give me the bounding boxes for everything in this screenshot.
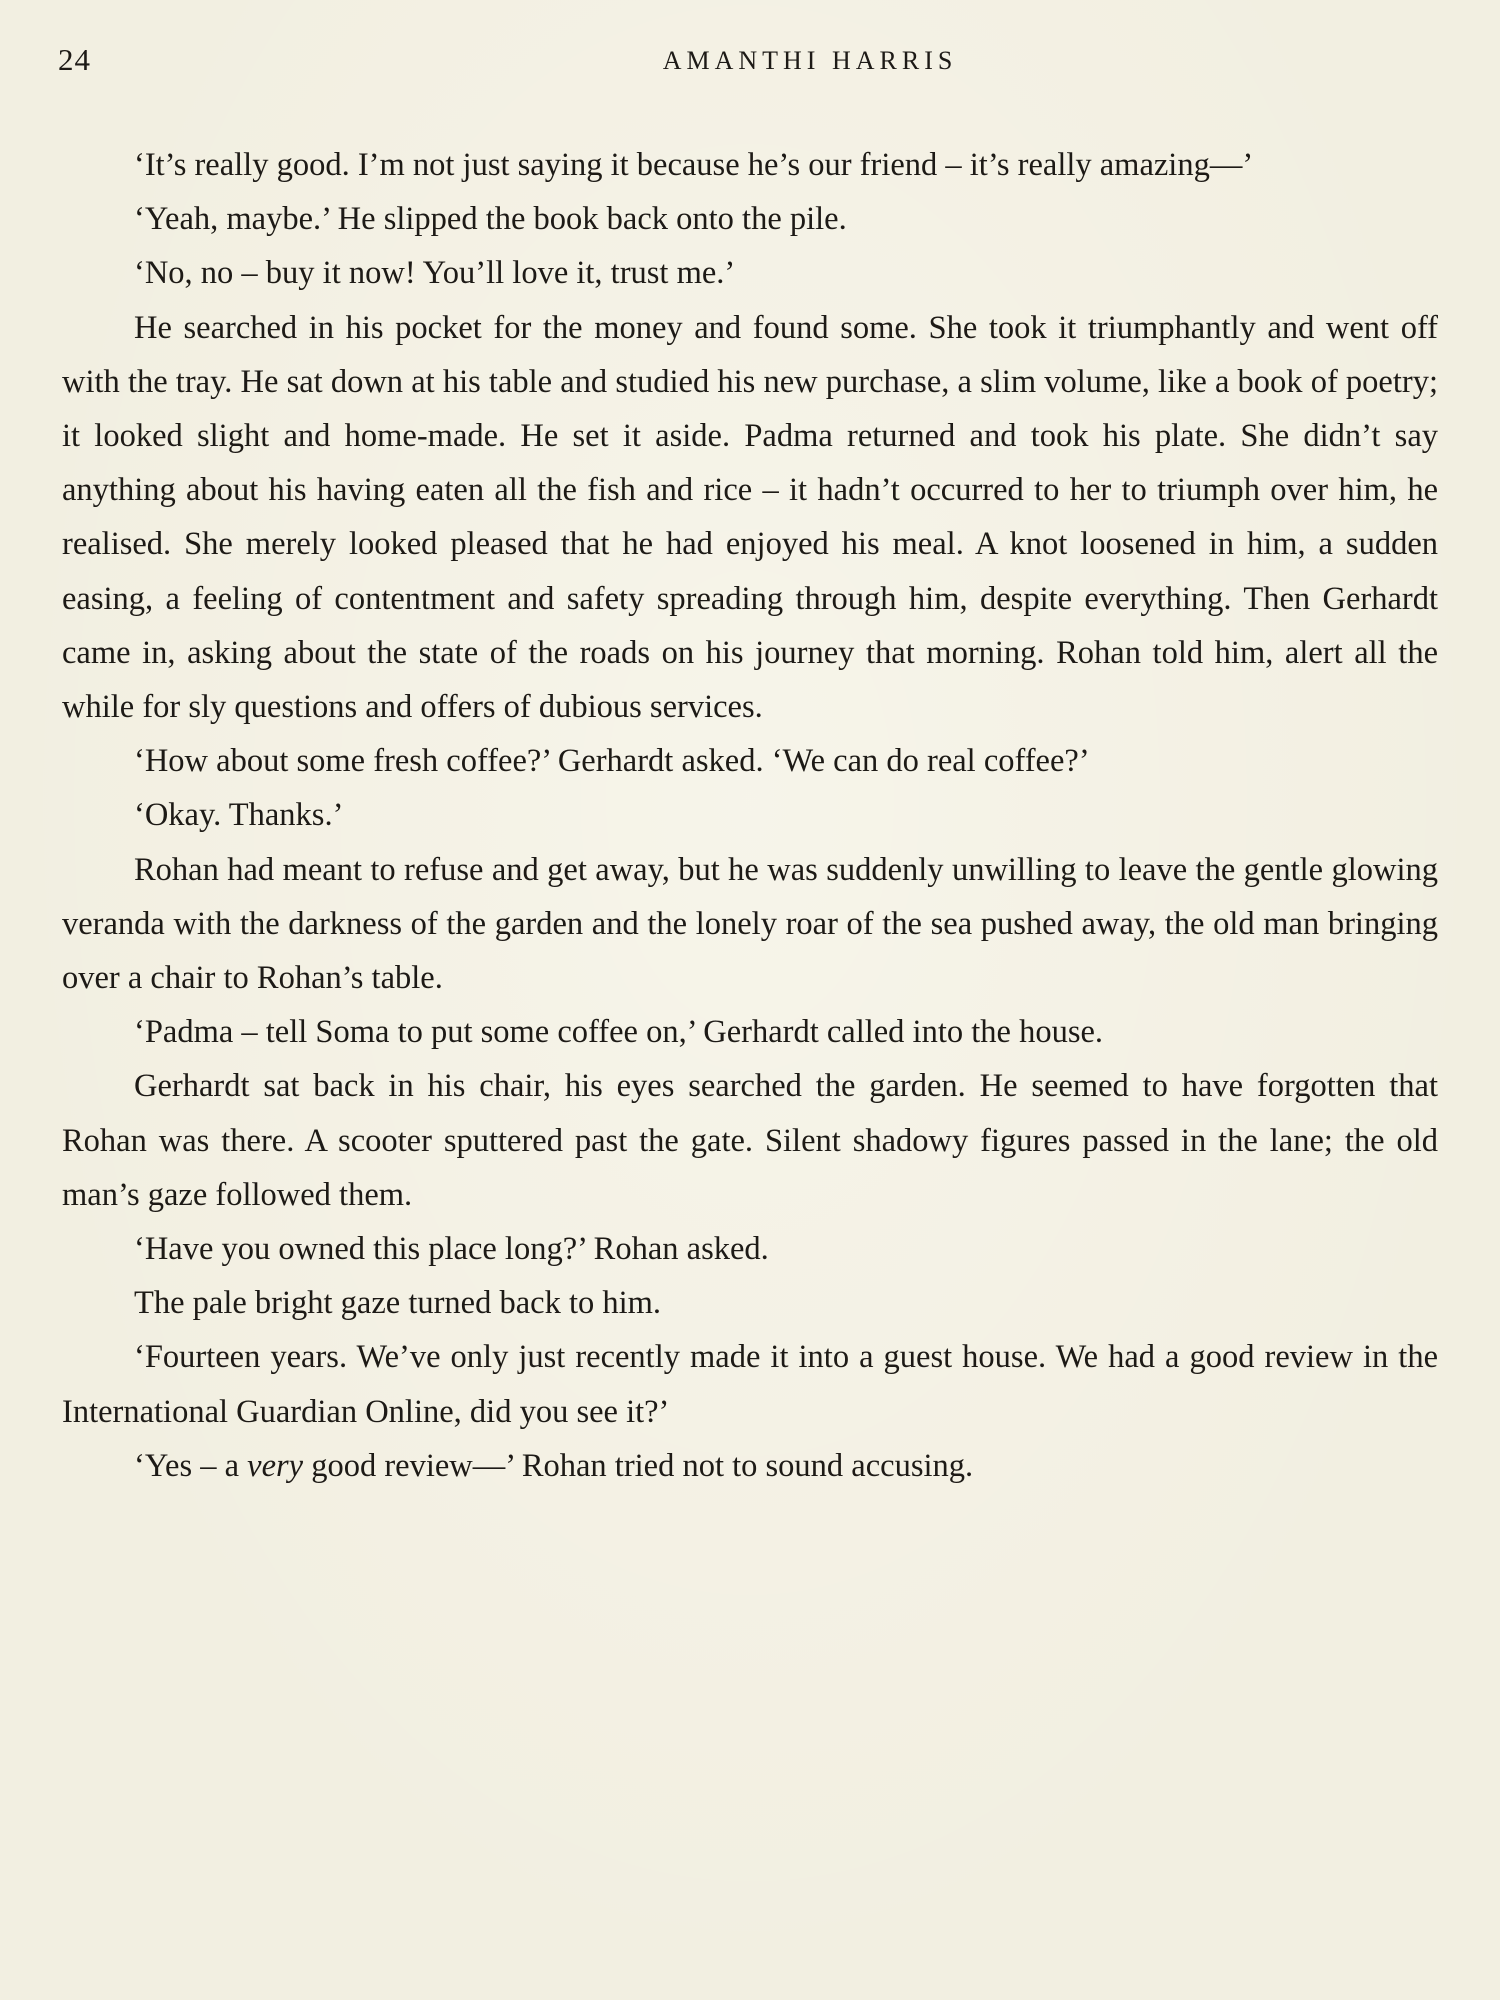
paragraph: ‘Okay. Thanks.’ bbox=[134, 797, 344, 834]
paragraph: ‘Fourteen years. We’ve only just recently made it into a guest house. We had a good review in the International Guardian Online, did you see it?’ bbox=[62, 1339, 1438, 1430]
paragraph: Rohan had meant to refuse and get away, but he was suddenly unwilling to leave the gentle glowing veranda with the darkness of the garden and the lonely roar of the sea pushed away, the old man bringing over a chair to Rohan’s table. bbox=[62, 851, 1438, 997]
text-run: ‘Yes – a bbox=[134, 1447, 248, 1484]
paragraph: ‘Padma – tell Soma to put some coffee on,’ Gerhardt called into the house. bbox=[134, 1014, 1104, 1051]
paragraph: ‘How about some fresh coffee?’ Gerhardt asked. ‘We can do real coffee?’ bbox=[134, 743, 1090, 780]
page-header bbox=[58, 42, 1442, 82]
paragraph: ‘It’s really good. I’m not just saying it because he’s our friend – it’s really amazing—’ bbox=[134, 147, 1254, 183]
paragraph: ‘No, no – buy it now! You’ll love it, trust me.’ bbox=[134, 255, 736, 292]
paragraph: ‘Yeah, maybe.’ He slipped the book back onto the pile. bbox=[134, 201, 847, 238]
text-run: good review—’ Rohan tried not to sound accusing. bbox=[303, 1447, 974, 1484]
paragraph-last bbox=[62, 1439, 1438, 1493]
emphasis-text: very bbox=[247, 1447, 304, 1484]
paragraph: ‘Have you owned this place long?’ Rohan asked. bbox=[134, 1231, 769, 1268]
running-head: AMANTHI HARRIS bbox=[662, 46, 958, 75]
page-number: 24 bbox=[58, 42, 91, 77]
paragraph: Gerhardt sat back in his chair, his eyes searched the garden. He seemed to have forgotten that Rohan was there. A scooter sputtered past the gate. Silent shadowy figures passed in the lane; the old man’s gaze followed them. bbox=[62, 1068, 1438, 1213]
paragraph: He searched in his pocket for the money and found some. She took it triumphantly and went off with the tray. He sat down at his table and studied his new purchase, a slim volume, like a book of poetry; it looked slight and home-made. He set it aside. Padma returned and took his plate. She didn’t say anything about his having eaten all the fish and rice – it hadn’t occurred to her to triumph over him, he realised. She merely looked pleased that he had enjoyed his meal. A knot loosened in him, a sudden easing, a feeling of contentment and safety spreading through him, despite everything. Then Gerhardt came in, asking about the state of the roads on his journey that morning. Rohan told him, alert all the while for sly questions and offers of dubious services. bbox=[62, 309, 1438, 726]
body-text bbox=[62, 138, 1438, 1493]
paragraph: The pale bright gaze turned back to him. bbox=[134, 1285, 662, 1322]
